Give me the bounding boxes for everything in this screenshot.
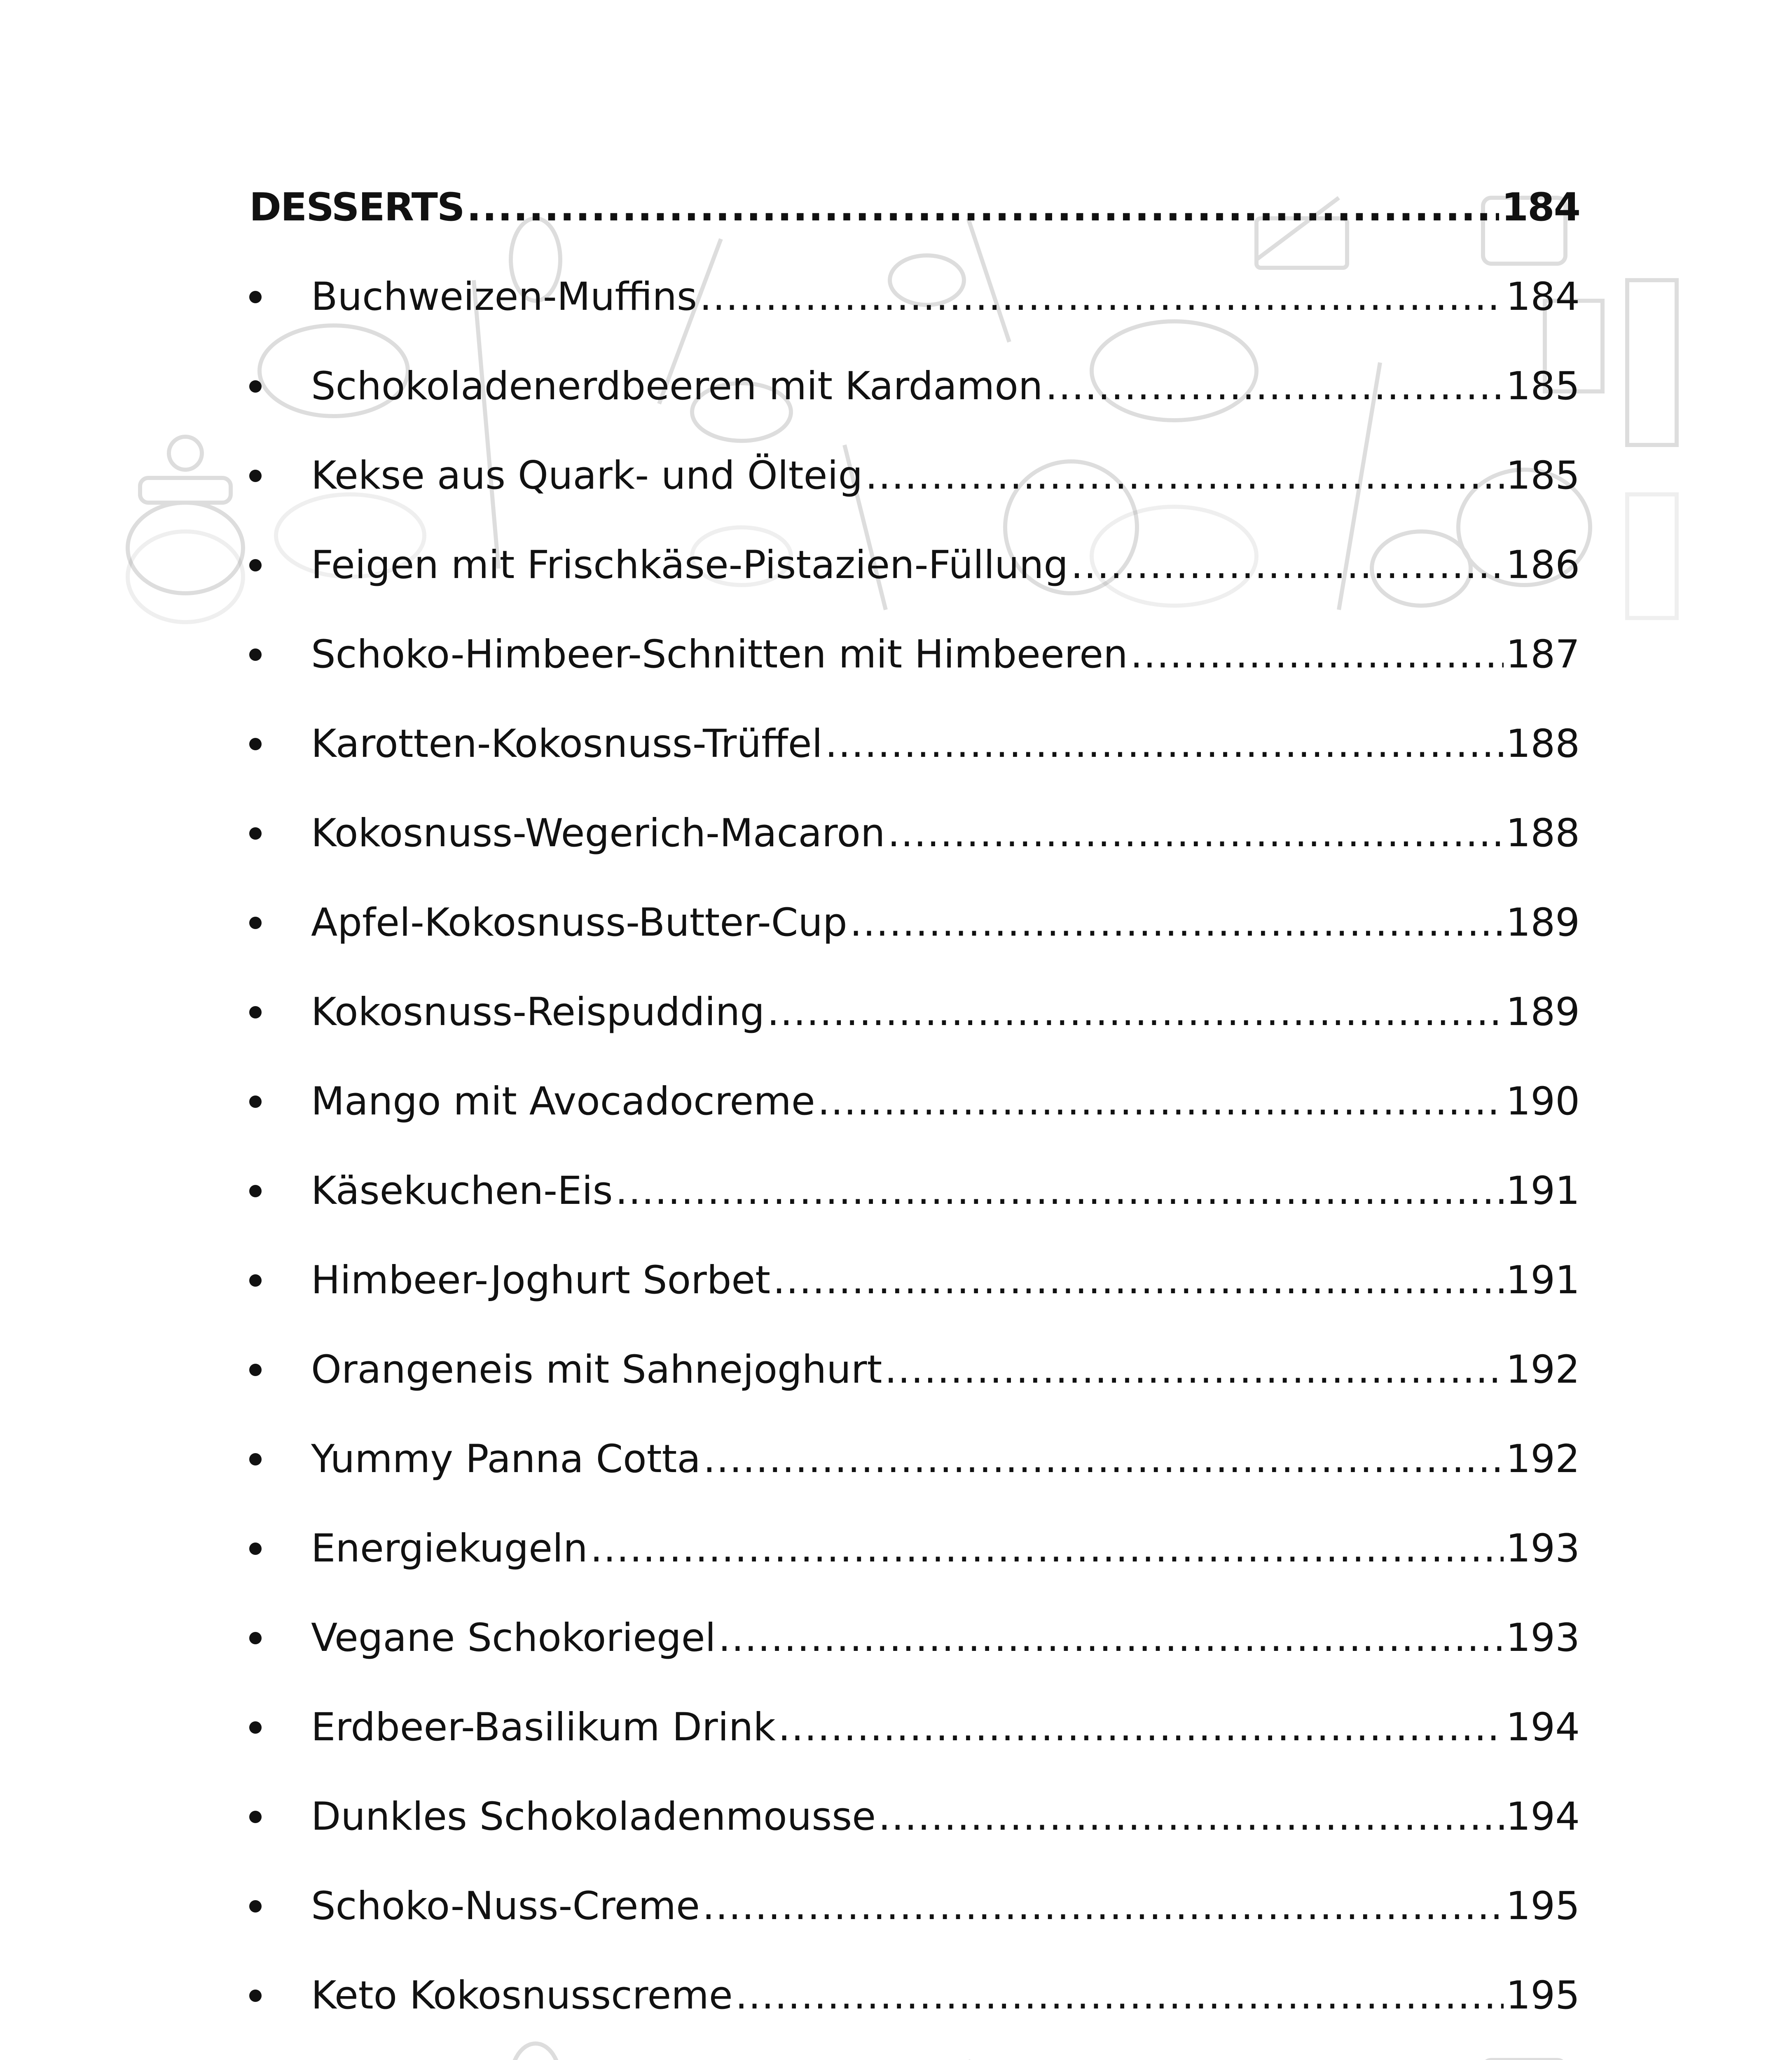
entry-title: Mango mit Avocadocreme [311, 1079, 815, 1124]
bullet-icon [249, 1185, 262, 1197]
bullet-icon [249, 1721, 262, 1734]
entry-title: Himbeer-Joghurt Sorbet [311, 1258, 771, 1303]
entry-page-number: 193 [1506, 1615, 1580, 1660]
entry-title: Vegane Schokoriegel [311, 1615, 716, 1660]
dot-leader [767, 990, 1504, 1035]
entry-page-number: 195 [1506, 1884, 1580, 1929]
dot-leader [818, 1079, 1504, 1124]
dot-leader [702, 1884, 1504, 1929]
entry-title: Kekse aus Quark- und Ölteig [311, 453, 863, 498]
toc-entry[interactable] [249, 1683, 1580, 1772]
entry-title: Karotten-Kokosnuss-Trüffel [311, 721, 823, 766]
toc-entry[interactable] [249, 967, 1580, 1057]
entry-title: Kokosnuss-Wegerich-Macaron [311, 811, 885, 856]
dot-leader [878, 1794, 1504, 1839]
entry-title: Yummy Panna Cotta [311, 1437, 701, 1482]
entry-title: Keto Kokosnusscreme [311, 1973, 733, 2018]
toc-entry[interactable] [249, 1593, 1580, 1683]
bullet-icon [249, 1900, 262, 1913]
toc-entry[interactable] [249, 610, 1580, 699]
dot-leader [1045, 364, 1503, 409]
bullet-icon [249, 1364, 262, 1376]
toc-entry[interactable] [249, 789, 1580, 878]
dot-leader [773, 1258, 1503, 1303]
entry-page-number: 184 [1506, 274, 1580, 319]
toc-entry[interactable] [249, 878, 1580, 967]
toc-entry[interactable] [249, 1772, 1580, 1861]
entry-page-number: 185 [1506, 364, 1580, 409]
bullet-icon [249, 1990, 262, 2002]
entry-title: Apfel-Kokosnuss-Butter-Cup [311, 900, 847, 945]
entry-page-number: 195 [1506, 1973, 1580, 2018]
entry-title: Buchweizen-Muffins [311, 274, 697, 319]
entry-page-number: 188 [1506, 721, 1580, 766]
toc-entry[interactable] [249, 2040, 1580, 2060]
bullet-icon [249, 1453, 262, 1465]
section-title: DESSERTS [249, 185, 464, 230]
dot-leader [1130, 632, 1504, 677]
entry-title: Schokoladenerdbeeren mit Kardamon [311, 364, 1043, 409]
bullet-icon [249, 827, 262, 840]
toc-entry[interactable] [249, 1504, 1580, 1593]
dot-leader [825, 721, 1504, 766]
toc-entry-list [249, 252, 1580, 2060]
bullet-icon [249, 291, 262, 303]
toc-entry[interactable] [249, 1325, 1580, 1414]
toc-entry[interactable] [249, 1951, 1580, 2040]
bullet-icon [249, 559, 262, 571]
dot-leader [850, 900, 1504, 945]
dot-leader [718, 1615, 1504, 1660]
table-of-contents [249, 163, 1580, 2060]
dot-leader [888, 811, 1504, 856]
dot-leader [1071, 543, 1503, 588]
dot-leader [735, 1973, 1504, 2018]
dot-leader [615, 1168, 1504, 1213]
bullet-icon [249, 1632, 262, 1644]
entry-page-number: 186 [1506, 543, 1580, 588]
toc-entry[interactable] [249, 1146, 1580, 1236]
section-page-number: 184 [1501, 185, 1580, 230]
entry-page-number: 190 [1506, 1079, 1580, 1124]
toc-entry[interactable] [249, 1236, 1580, 1325]
entry-title: Orangeneis mit Sahnejoghurt [311, 1347, 882, 1392]
toc-entry[interactable] [249, 520, 1580, 610]
entry-page-number: 192 [1506, 1347, 1580, 1392]
entry-page-number: 191 [1506, 1168, 1580, 1213]
entry-page-number: 194 [1506, 1794, 1580, 1839]
dot-leader [699, 274, 1504, 319]
toc-entry[interactable] [249, 431, 1580, 520]
entry-page-number: 192 [1506, 1437, 1580, 1482]
entry-title: Schoko-Nuss-Creme [311, 1884, 700, 1929]
entry-page-number: 193 [1506, 1526, 1580, 1571]
entry-title: Kokosnuss-Reispudding [311, 990, 765, 1035]
bullet-icon [249, 917, 262, 929]
dot-leader [884, 1347, 1503, 1392]
entry-page-number: 188 [1506, 811, 1580, 856]
bullet-icon [249, 470, 262, 482]
dot-leader [590, 1526, 1504, 1571]
dot-leader [778, 1705, 1504, 1750]
entry-title: Schoko-Himbeer-Schnitten mit Himbeeren [311, 632, 1128, 677]
bullet-icon [249, 738, 262, 750]
entry-page-number: 189 [1506, 990, 1580, 1035]
entry-page-number: 185 [1506, 453, 1580, 498]
toc-entry[interactable] [249, 1861, 1580, 1951]
bullet-icon [249, 1096, 262, 1108]
entry-title: Feigen mit Frischkäse-Pistazien-Füllung [311, 543, 1069, 588]
dot-leader [467, 185, 1499, 230]
entry-page-number: 189 [1506, 900, 1580, 945]
dot-leader [703, 1437, 1504, 1482]
bullet-icon [249, 1811, 262, 1823]
bullet-icon [249, 1543, 262, 1555]
bullet-icon [249, 1006, 262, 1018]
entry-page-number: 194 [1506, 1705, 1580, 1750]
dot-leader [865, 453, 1503, 498]
bullet-icon [249, 1274, 262, 1287]
entry-title: Energiekugeln [311, 1526, 588, 1571]
toc-section-heading[interactable] [249, 163, 1580, 252]
toc-entry[interactable] [249, 342, 1580, 431]
toc-entry[interactable] [249, 252, 1580, 342]
toc-entry[interactable] [249, 699, 1580, 789]
entry-page-number: 187 [1506, 632, 1580, 677]
entry-page-number: 191 [1506, 1258, 1580, 1303]
toc-entry[interactable] [249, 1057, 1580, 1146]
toc-entry[interactable] [249, 1414, 1580, 1504]
bullet-icon [249, 648, 262, 661]
entry-title: Käsekuchen-Eis [311, 1168, 613, 1213]
entry-title: Dunkles Schokoladenmousse [311, 1794, 876, 1839]
bullet-icon [249, 380, 262, 393]
entry-title: Erdbeer-Basilikum Drink [311, 1705, 776, 1750]
